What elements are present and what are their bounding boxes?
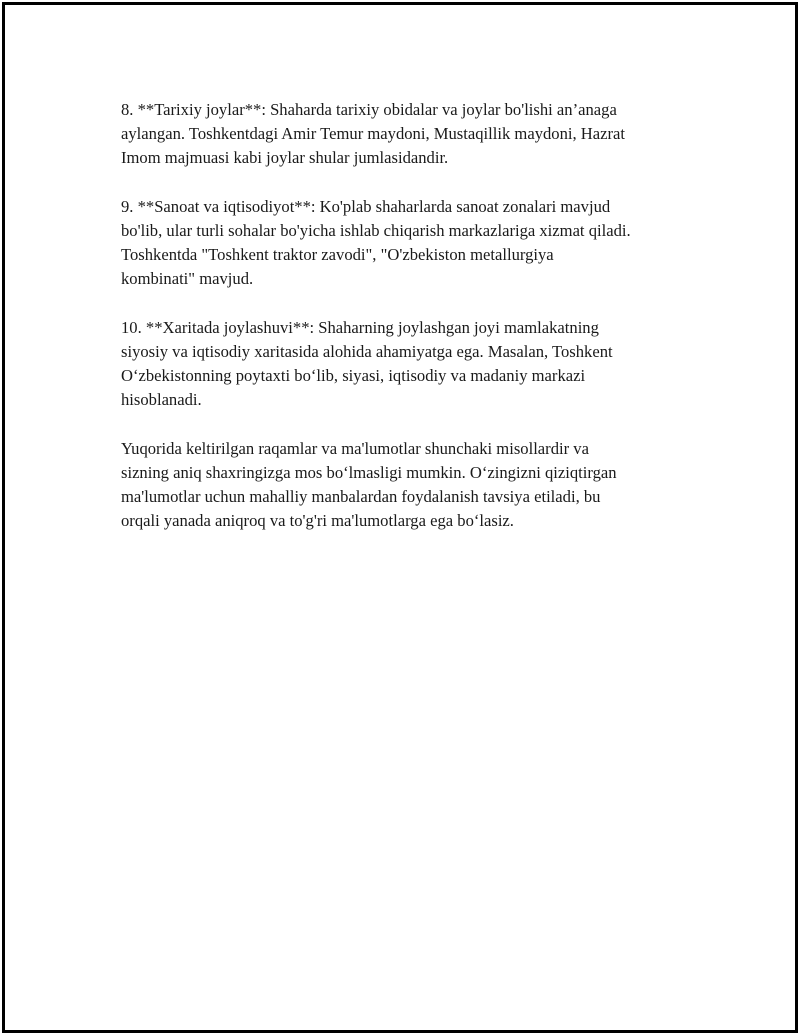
text-line: orqali yanada aniqroq va to'g'ri ma'lumotlarga ega bo‘lasiz.	[121, 511, 514, 531]
text-line: Imom majmuasi kabi joylar shular jumlasidandir.	[121, 148, 449, 168]
text-line: siyosiy va iqtisodiy xaritasida alohida ahamiyatga ega. Masalan, Toshkent	[121, 342, 613, 361]
text-line: sizning aniq shaxringizga mos bo‘lmasligi mumkin. O‘zingizni qiziqtirgan	[121, 463, 617, 482]
document-body	[121, 98, 691, 558]
text-line: O‘zbekistonning poytaxti bo‘lib, siyasi, iqtisodiy va madaniy markazi	[121, 366, 586, 386]
text-line: 10. **Xaritada joylashuvi**: Shaharning joylashgan joyi mamlakatning	[121, 317, 599, 337]
text-line: 8. **Tarixiy joylar**: Shaharda tarixiy obidalar va joylar bo'lishi an’anaga	[121, 100, 617, 119]
text-line: Toshkentda "Toshkent traktor zavodi", "O'zbekiston metallurgiya	[121, 245, 554, 265]
text-line: hisoblanadi.	[121, 390, 202, 410]
paragraph-tarixiy-joylar	[121, 98, 691, 171]
text-line: aylangan. Toshkentdagi Amir Temur maydoni, Mustaqillik maydoni, Hazrat	[121, 124, 626, 144]
text-line: kombinati" mavjud.	[121, 269, 254, 289]
paragraph-conclusion	[121, 437, 691, 534]
text-line: Yuqorida keltirilgan raqamlar va ma'lumotlar shunchaki misollardir va	[121, 438, 589, 458]
text-line: bo'lib, ular turli sohalar bo'yicha ishlab chiqarish markazlariga xizmat qiladi.	[121, 221, 631, 240]
text-line: ma'lumotlar uchun mahalliy manbalardan foydalanish tavsiya etiladi, bu	[121, 487, 601, 507]
page-frame	[2, 2, 798, 1033]
paragraph-xaritada-joylashuvi	[121, 316, 691, 413]
text-line: 9. **Sanoat va iqtisodiyot**: Ko'plab shaharlarda sanoat zonalari mavjud	[121, 196, 611, 216]
paragraph-sanoat-iqtisodiyot	[121, 195, 691, 292]
